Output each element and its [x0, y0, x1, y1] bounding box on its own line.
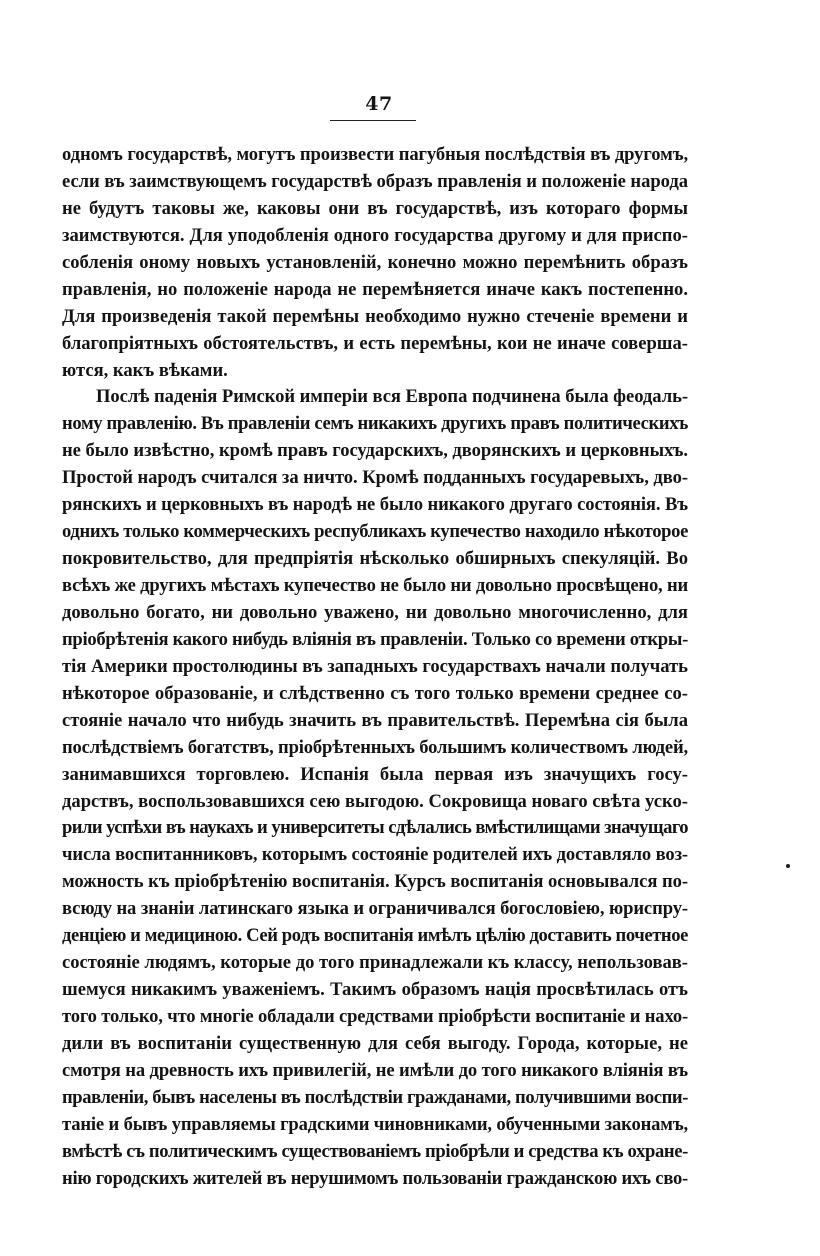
text-line: рили успѣхи въ наукахъ и университеты сдѣлались вмѣстилищами значущаго — [62, 817, 689, 839]
text-line: нію городскихъ жителей въ нерушимомъ пользованіи гражданскою ихъ сво- — [62, 1167, 689, 1189]
text-line: нѣкоторое образованіе, и слѣдственно съ того только времени среднее со- — [62, 682, 688, 704]
text-line: Для произведенія такой перемѣны необходимо нужно стеченіе времени и — [62, 305, 688, 327]
text-line: Простой народъ считался за ничто. Кромѣ подданныхъ государевыхъ, дво- — [62, 467, 688, 489]
text-line: ются, какъ вѣками. — [62, 359, 228, 381]
text-line: рянскихъ и церковныхъ въ народѣ не было никакого другаго состоянія. Въ — [62, 494, 689, 516]
text-line: занимавшихся торговлею. Испанія была первая изъ значущихъ госу- — [62, 763, 688, 785]
text-line: одномъ государствѣ, могутъ произвести пагубныя послѣдствія въ другомъ, — [62, 144, 689, 165]
text-line: того только, что многіе обладали средствами пріобрѣсти воспитаніе и нахо- — [62, 1006, 689, 1027]
text-line: можность къ пріобрѣтенію воспитанія. Курсъ воспитанія основывался по- — [62, 871, 689, 893]
text-line: не было извѣстно, кромѣ правъ государскихъ, дворянскихъ и церковныхъ. — [62, 440, 688, 462]
text-line: состояніе людямъ, которые до того принадлежали къ классу, непользовав- — [62, 952, 688, 974]
text-line: всюду на знаніи латинскаго языка и ограничивался богословіею, юриспру- — [62, 898, 689, 920]
text-line: заимствуются. Для уподобленія одного государства другому и для приспо- — [62, 224, 688, 246]
header-rule — [330, 120, 416, 121]
text-line: вмѣстѣ съ политическимъ существованіемъ пріобрѣли и средства къ охране- — [62, 1140, 688, 1162]
body-text — [62, 142, 688, 1193]
text-line: дили въ воспитаніи существенную для себя выгоду. Города, которые, не — [62, 1032, 688, 1054]
paragraph — [62, 142, 688, 384]
text-line: всѣхъ же другихъ мѣстахъ купечество не было ни довольно просвѣщено, ни — [62, 575, 688, 596]
print-speck — [786, 864, 790, 868]
page-number: 47 — [365, 93, 393, 115]
text-line: ному правленію. Въ правленіи семъ никакихъ другихъ правъ политическихъ — [62, 413, 688, 435]
text-line: не будутъ таковы же, каковы они въ государствѣ, изъ котораго формы — [62, 197, 688, 219]
text-line: смотря на древность ихъ привилегій, не имѣли до того никакого вліянія въ — [62, 1059, 688, 1081]
text-line: Послѣ паденія Римской имперіи вся Европа подчинена была феодаль- — [96, 386, 689, 408]
text-line: собленія оному новыхъ установленій, конечно можно перемѣнить образъ — [62, 251, 688, 273]
text-line: правленія, но положеніе народа не перемѣняется иначе какъ постепенно. — [62, 278, 688, 300]
text-line: правленіи, бывъ населены въ послѣдствіи гражданами, получившими воспи- — [62, 1086, 688, 1108]
text-line: дарствъ, воспользовавшихся сею выгодою. Сокровища новаго свѣта уско- — [62, 790, 688, 812]
text-line: благопріятныхъ обстоятельствъ, и есть перемѣны, кои не иначе соверша- — [62, 332, 688, 354]
text-line: однихъ только коммерческихъ республикахъ купечество находило нѣкоторое — [62, 521, 688, 543]
paragraph — [62, 384, 688, 1192]
text-line: денціею и медициною. Сей родъ воспитанія имѣлъ цѣлію доставить почетное — [62, 925, 688, 947]
text-line: стояніе начало что нибудь значить въ правительствѣ. Перемѣна сія была — [62, 709, 688, 731]
text-line: покровительство, для предпріятія нѣсколько обширныхъ спекуляцій. Во — [62, 548, 688, 570]
text-line: шемуся никакимъ уваженіемъ. Такимъ образомъ нація просвѣтилась отъ — [62, 979, 688, 1001]
text-line: тія Америки простолюдины въ западныхъ государствахъ начали получать — [62, 655, 689, 677]
text-line: пріобрѣтенія какого нибудь вліянія въ правленіи. Только со времени откры- — [62, 628, 688, 650]
text-line: если въ заимствующемъ государствѣ образъ правленія и положеніе народа — [62, 170, 688, 192]
text-line: таніе и бывъ управляемы градскими чиновниками, обученными законамъ, — [62, 1113, 688, 1135]
text-line: послѣдствіемъ богатствъ, пріобрѣтенныхъ большимъ количествомъ людей, — [62, 736, 688, 758]
text-line: довольно богато, ни довольно уважено, ни довольно многочисленно, для — [62, 601, 688, 623]
text-line: числа воспитанниковъ, которымъ состояніе родителей ихъ доставляло воз- — [62, 844, 688, 866]
